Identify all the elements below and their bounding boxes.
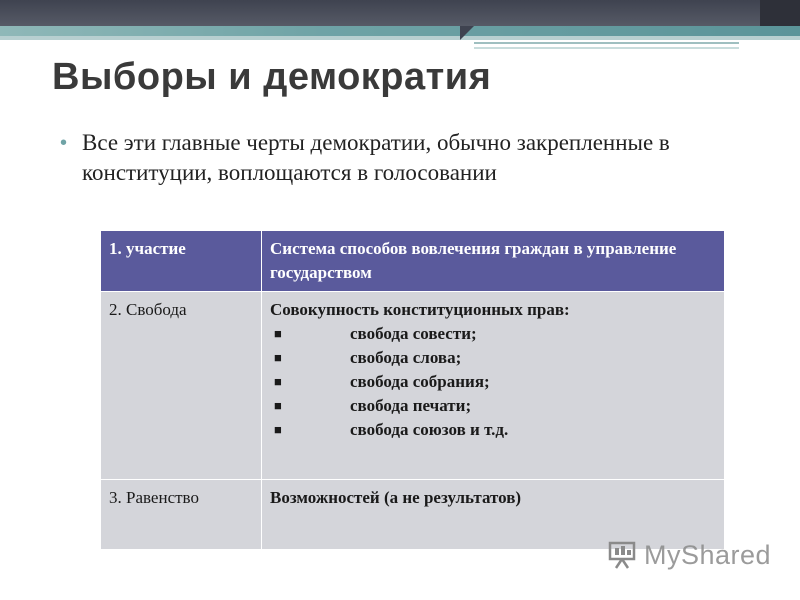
table-row [101, 231, 725, 292]
table-cell-participation: 1. участие [101, 231, 262, 292]
list-item [270, 346, 716, 370]
square-bullet-icon: ■ [274, 326, 282, 341]
list-item [270, 322, 716, 346]
myshared-text: MyShared [644, 540, 772, 570]
header-band-teal [0, 26, 800, 36]
table-cell-equality-desc: Возможностей (а не результатов) [262, 480, 725, 550]
list-item-text: свобода совести; [350, 324, 477, 343]
democracy-table [100, 230, 725, 550]
myshared-watermark[interactable] [608, 538, 778, 572]
list-item-text: свобода союзов и т.д. [350, 420, 509, 439]
table-cell-freedom: 2. Свобода [101, 292, 262, 480]
list-item [270, 418, 716, 442]
header-band-light [0, 36, 800, 40]
list-item [270, 394, 716, 418]
header-accent-line [474, 42, 739, 44]
table-cell-freedom-desc [262, 292, 725, 480]
rights-heading: Совокупность конституционных прав: [270, 300, 570, 319]
myshared-logo-icon [608, 540, 638, 570]
table-row [101, 292, 725, 480]
header-band-dark [0, 0, 800, 26]
list-item [270, 370, 716, 394]
header-accent-line [474, 47, 739, 49]
square-bullet-icon: ■ [274, 398, 282, 413]
list-item-text: свобода печати; [350, 396, 472, 415]
bullet-dot-icon: • [60, 132, 68, 154]
square-bullet-icon: ■ [274, 350, 282, 365]
header-corner-block [760, 0, 800, 26]
square-bullet-icon: ■ [274, 422, 282, 437]
list-item-text: свобода слова; [350, 348, 462, 367]
table-cell-participation-desc: Система способов вовлечения граждан в управление государством [262, 231, 725, 292]
slide-title: Выборы и демократия [52, 56, 492, 98]
square-bullet-icon: ■ [274, 374, 282, 389]
header-notch [460, 26, 474, 40]
bullet-text: Все эти главные черты демократии, обычно закрепленные в конституции, воплощаются в голосовании [82, 130, 670, 185]
list-item-text: свобода собрания; [350, 372, 490, 391]
table-cell-equality: 3. Равенство [101, 480, 262, 550]
